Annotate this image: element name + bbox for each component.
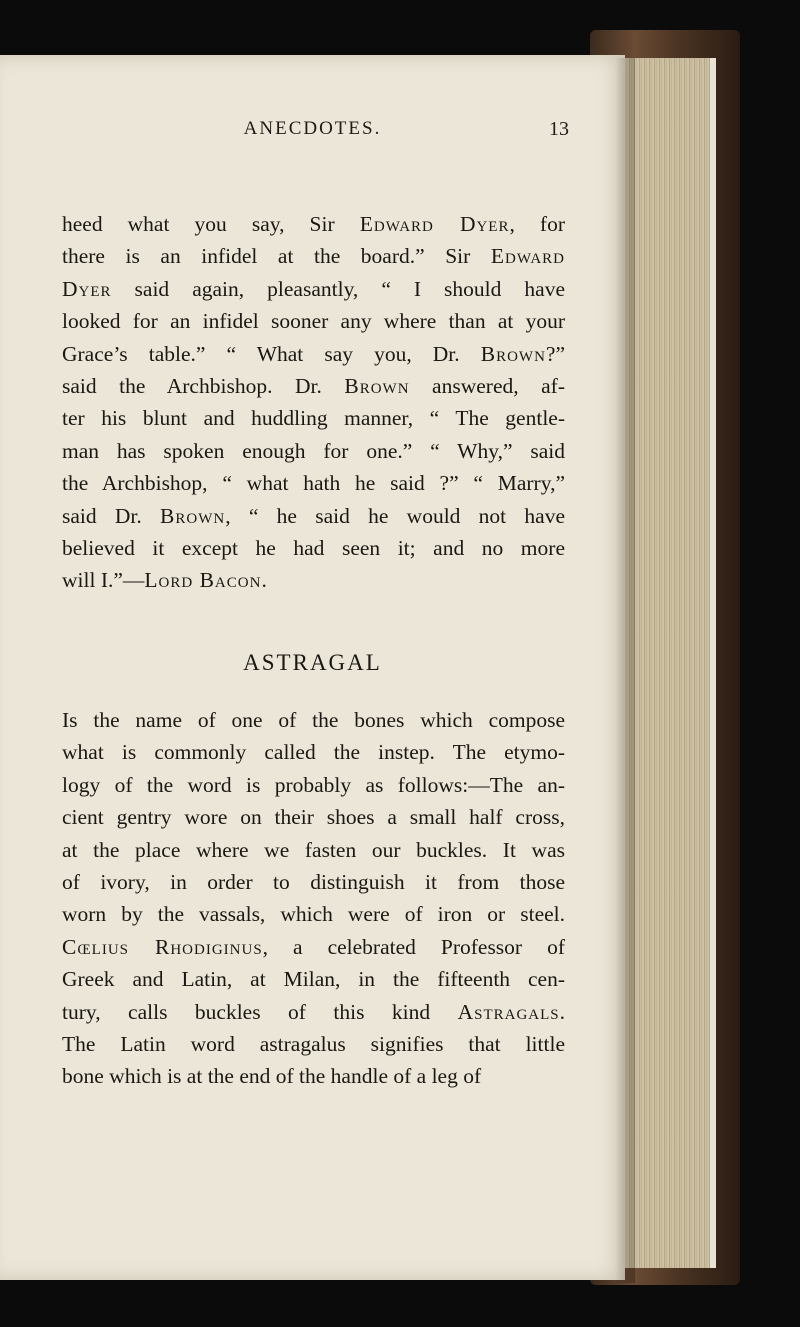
text-run: logy of the word is probably as follows:—The an- bbox=[62, 772, 565, 797]
text-run: bone which is at the end of the handle of a leg of bbox=[62, 1064, 482, 1089]
text-line bbox=[62, 963, 565, 995]
text-run: looked for an infidel sooner any where than at your bbox=[62, 309, 565, 334]
text-line bbox=[62, 532, 565, 564]
text-run: said Dr. bbox=[62, 503, 161, 528]
text-line bbox=[62, 435, 565, 467]
section-heading: ASTRAGAL bbox=[243, 650, 382, 675]
text-line bbox=[62, 500, 565, 532]
text-line bbox=[62, 1028, 565, 1060]
text-line bbox=[62, 1060, 565, 1092]
text-line bbox=[62, 704, 565, 736]
anecdote-passage bbox=[62, 208, 565, 597]
small-caps-name: Edward Dyer bbox=[359, 212, 510, 236]
text-run: of ivory, in order to distinguish it from those bbox=[62, 870, 565, 895]
astragal-passage bbox=[62, 704, 565, 1093]
text-run: man has spoken enough for one.” “ Why,” said bbox=[62, 438, 565, 463]
text-run: , a celebrated Professor of bbox=[262, 934, 565, 959]
text-run: at the place where we fasten our buckles. It was bbox=[62, 837, 565, 862]
text-line bbox=[62, 305, 565, 337]
text-run: what is commonly called the instep. The etymo- bbox=[62, 740, 565, 765]
text-run: Grace’s table.” “ What say you, Dr. bbox=[62, 341, 481, 366]
text-run: The Latin word astragalus signifies that little bbox=[62, 1032, 565, 1057]
text-run: will I.”— bbox=[62, 568, 145, 593]
running-title: ANECDOTES. bbox=[243, 118, 382, 139]
text-run: , “ he said he would not have bbox=[225, 503, 565, 528]
text-run: ter his blunt and huddling manner, “ The gentle- bbox=[62, 406, 565, 431]
text-run: the Archbishop, “ what hath he said ?” “ Marry,” bbox=[62, 471, 565, 496]
text-run: worn by the vassals, which were of iron or steel. bbox=[62, 902, 565, 927]
small-caps-name: Lord Bacon bbox=[144, 568, 262, 593]
text-line bbox=[62, 931, 565, 963]
running-head bbox=[0, 118, 625, 148]
small-caps-name: Astragals bbox=[457, 999, 560, 1024]
text-run: said the Archbishop. Dr. bbox=[62, 374, 345, 399]
text-run: , for bbox=[509, 212, 565, 236]
text-line bbox=[62, 208, 565, 240]
text-line bbox=[62, 801, 565, 833]
text-run: . bbox=[559, 999, 565, 1024]
text-line bbox=[62, 769, 565, 801]
text-line bbox=[62, 564, 565, 596]
text-run: tury, calls buckles of this kind bbox=[62, 999, 458, 1024]
text-line bbox=[62, 736, 565, 768]
small-caps-name: Dyer bbox=[62, 276, 112, 301]
text-line bbox=[62, 273, 565, 305]
text-run: . bbox=[261, 568, 267, 593]
text-run: believed it except he had seen it; and no more bbox=[62, 536, 565, 561]
text-line bbox=[62, 898, 565, 930]
text-line bbox=[62, 240, 565, 272]
small-caps-name: Cœlius Rhodiginus bbox=[62, 934, 263, 959]
small-caps-name: Brown bbox=[160, 503, 226, 528]
text-run: ?” bbox=[545, 341, 565, 366]
text-line bbox=[62, 866, 565, 898]
page-number: 13 bbox=[549, 118, 569, 140]
text-line bbox=[62, 402, 565, 434]
text-line bbox=[62, 834, 565, 866]
text-line bbox=[62, 370, 565, 402]
text-line bbox=[62, 338, 565, 370]
text-line bbox=[62, 996, 565, 1028]
text-run: Is the name of one of the bones which compose bbox=[62, 708, 565, 732]
small-caps-name: Brown bbox=[344, 374, 410, 399]
small-caps-name: Edward bbox=[490, 244, 565, 269]
text-line bbox=[62, 467, 565, 499]
small-caps-name: Brown bbox=[480, 341, 546, 366]
text-run: Greek and Latin, at Milan, in the fifteenth cen- bbox=[62, 967, 565, 992]
text-run: heed what you say, Sir bbox=[62, 212, 360, 236]
text-run: cient gentry wore on their shoes a small half cross, bbox=[62, 805, 565, 830]
text-run: answered, af- bbox=[409, 374, 565, 399]
text-run: there is an infidel at the board.” Sir bbox=[62, 244, 491, 269]
text-run: said again, pleasantly, “ I should have bbox=[111, 276, 565, 301]
